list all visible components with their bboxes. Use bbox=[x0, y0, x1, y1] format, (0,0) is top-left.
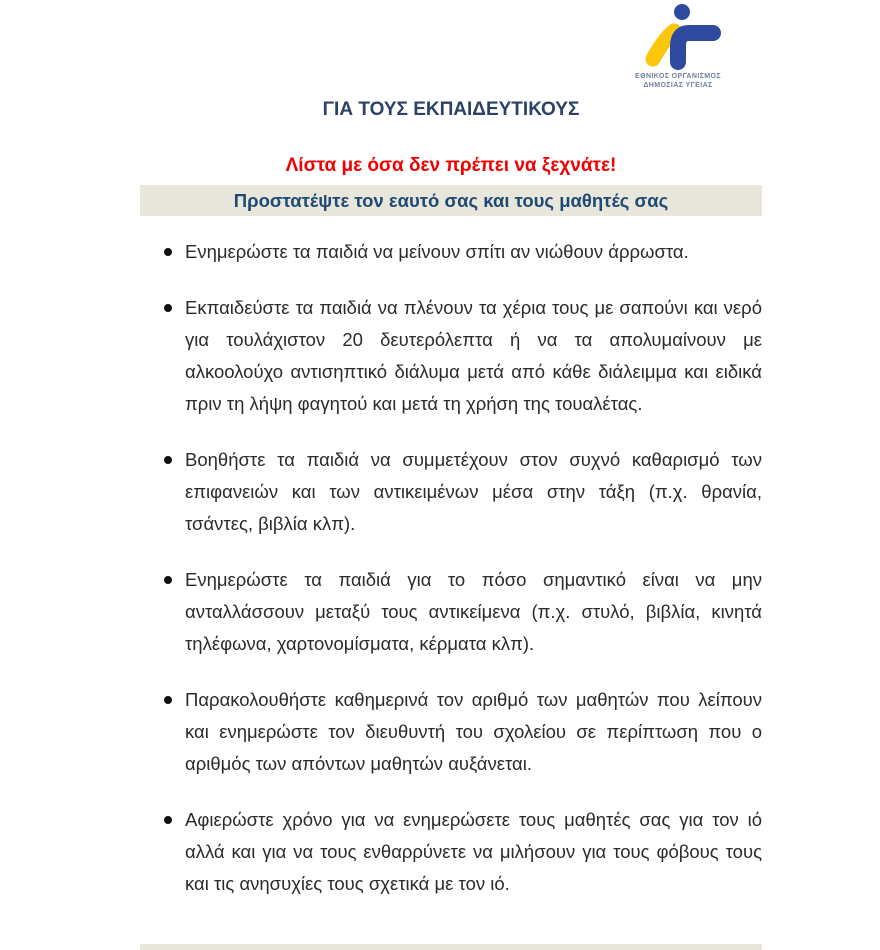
checklist-item-text: Ενημερώστε τα παιδιά για το πόσο σημαντικό είναι να μην ανταλλάσσουν μεταξύ τους αντικείμενα (π.χ. στυλό, βιβλία, κινητά τηλέφωνα, χαρτονομίσματα, κέρματα κλπ). bbox=[185, 569, 762, 654]
next-section-banner-edge bbox=[140, 944, 762, 950]
checklist-item bbox=[140, 236, 762, 268]
eody-logo bbox=[622, 2, 734, 90]
bullet-icon bbox=[164, 248, 172, 256]
bullet-icon bbox=[164, 696, 172, 704]
checklist-item-text: Βοηθήστε τα παιδιά να συμμετέχουν στον συχνό καθαρισμό των επιφανειών και των αντικειμένων μέσα στην τάξη (π.χ. θρανία, τσάντες, βιβλία κλπ). bbox=[185, 449, 762, 534]
bullet-icon bbox=[164, 456, 172, 464]
checklist-item-text: Παρακολουθήστε καθημερινά τον αριθμό των μαθητών που λείπουν και ενημερώστε τον διευθυντή του σχολείου σε περίπτωση που ο αριθμός των απόντων μαθητών αυξάνεται. bbox=[185, 689, 762, 774]
bullet-icon bbox=[164, 576, 172, 584]
page-title: ΓΙΑ ΤΟΥΣ ΕΚΠΑΙΔΕΥΤΙΚΟΥΣ bbox=[322, 99, 580, 120]
logo-org-line2: ΔΗΜΟΣΙΑΣ ΥΓΕΙΑΣ bbox=[643, 82, 713, 89]
checklist-item-text: Αφιερώστε χρόνο για να ενημερώσετε τους μαθητές σας για τον ιό αλλά και για να τους ενθαρρύνετε να μιλήσουν για τους φόβους τους και τις ανησυχίες τους σχετικά με τον ιό. bbox=[185, 809, 762, 894]
bullet-icon bbox=[164, 816, 172, 824]
checklist-item-text: Εκπαιδεύστε τα παιδιά να πλένουν τα χέρια τους με σαπούνι και νερό για τουλάχιστον 20 δευτερόλεπτα ή να τα απολυμαίνουν με αλκοολούχο αντισηπτικό διάλυμα μετά από κάθε διάλειμμα και ειδικά πριν τη λήψη φαγητού και μετά τη χρήση της τουαλέτας. bbox=[185, 297, 762, 414]
eody-logo-figure bbox=[628, 2, 728, 70]
bullet-icon bbox=[164, 304, 172, 312]
checklist-item bbox=[140, 804, 762, 900]
page-subtitle: Λίστα με όσα δεν πρέπει να ξεχνάτε! bbox=[285, 155, 617, 176]
checklist-item bbox=[140, 444, 762, 540]
logo-head-dot bbox=[674, 4, 690, 20]
logo-blue-stroke bbox=[678, 33, 713, 62]
logo-org-name bbox=[622, 72, 734, 90]
checklist-item bbox=[140, 564, 762, 660]
checklist-item bbox=[140, 684, 762, 780]
document-content bbox=[140, 90, 762, 924]
checklist-item bbox=[140, 292, 762, 420]
checklist bbox=[140, 236, 762, 900]
logo-org-line1: ΕΘΝΙΚΟΣ ΟΡΓΑΝΙΣΜΟΣ bbox=[635, 73, 721, 80]
section-banner: Προστατέψτε τον εαυτό σας και τους μαθητές σας bbox=[140, 185, 762, 216]
checklist-item-text: Ενημερώστε τα παιδιά να μείνουν σπίτι αν νιώθουν άρρωστα. bbox=[185, 241, 689, 262]
